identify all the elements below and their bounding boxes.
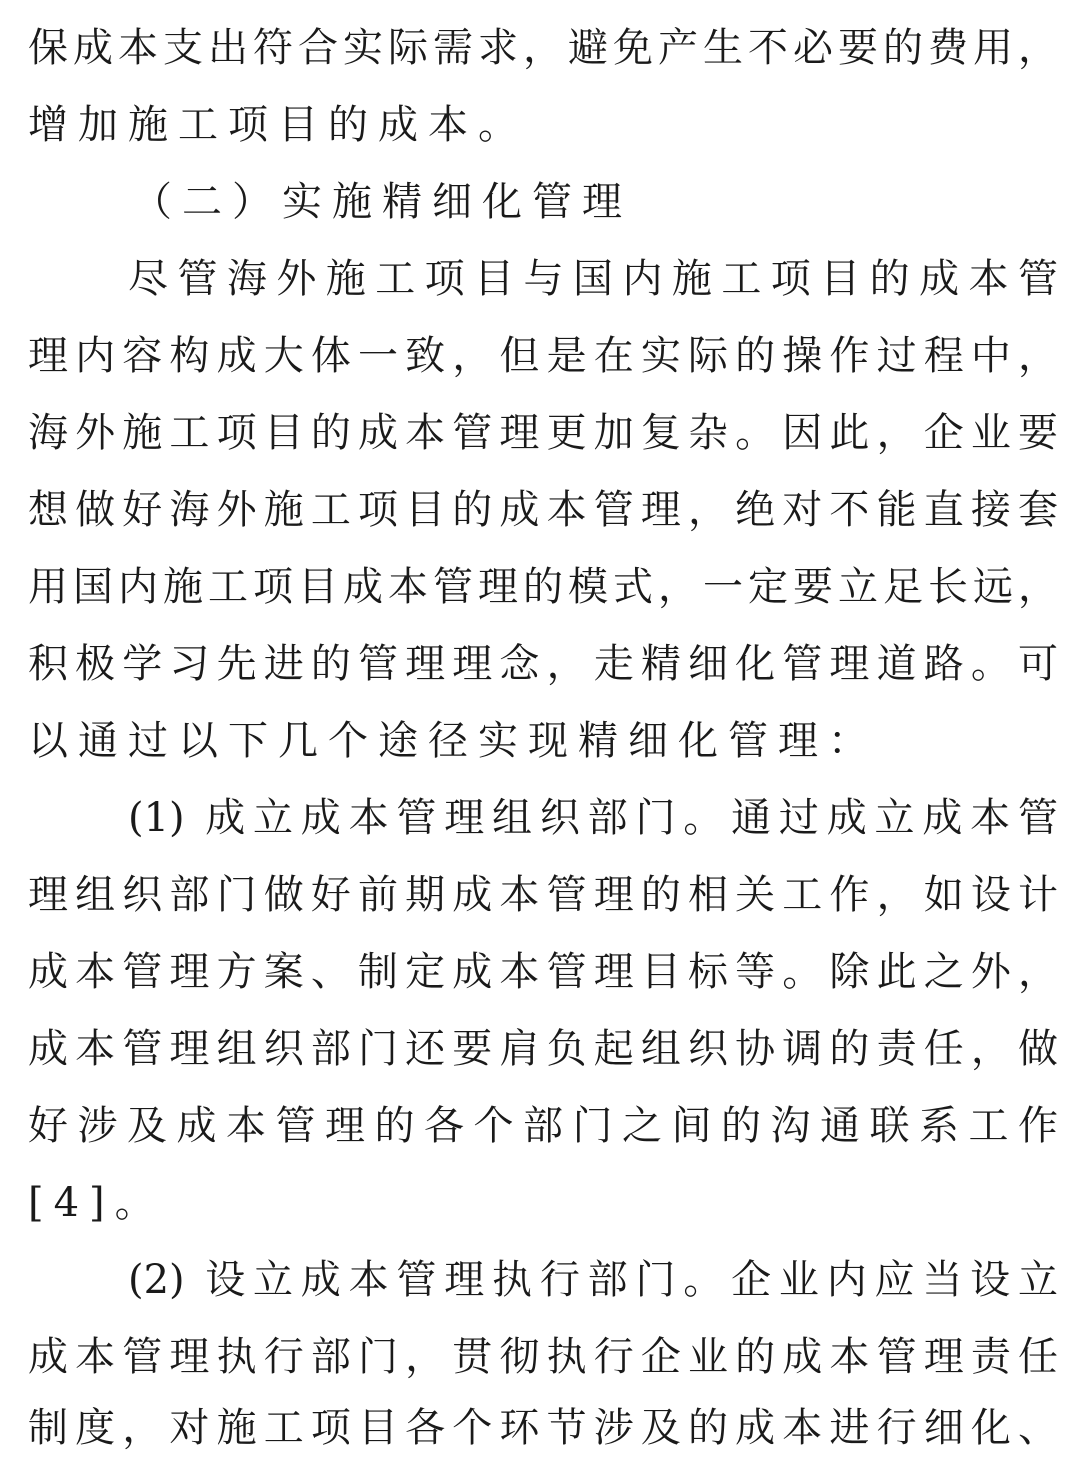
paragraph-line: 用国内施工项目成本管理的模式，一定要立足长远， [28, 564, 1058, 610]
paragraph-line: 尽管海外施工项目与国内施工项目的成本管 [128, 256, 1058, 302]
paragraph-line: (2) 设立成本管理执行部门。企业内应当设立 [128, 1257, 1058, 1303]
paragraph-line: 制度，对施工项目各个环节涉及的成本进行细化、 [28, 1405, 1058, 1451]
citation-line: [4]。 [28, 1180, 165, 1226]
paragraph-line: 保成本支出符合实际需求，避免产生不必要的费用， [28, 25, 1058, 71]
paragraph-line: 理组织部门做好前期成本管理的相关工作，如设计 [28, 872, 1058, 918]
paragraph-line: 成本管理方案、制定成本管理目标等。除此之外， [28, 949, 1058, 995]
paragraph-line: (1) 成立成本管理组织部门。通过成立成本管 [128, 795, 1058, 841]
paragraph-line: 成本管理执行部门，贯彻执行企业的成本管理责任 [28, 1334, 1058, 1380]
paragraph-line: 海外施工项目的成本管理更加复杂。因此，企业要 [28, 410, 1058, 456]
paragraph-line: 增加施工项目的成本。 [28, 102, 528, 148]
paragraph-line: 成本管理组织部门还要肩负起组织协调的责任，做 [28, 1026, 1058, 1072]
paragraph-line: 以通过以下几个途径实现精细化管理： [28, 718, 878, 764]
paragraph-line: 想做好海外施工项目的成本管理，绝对不能直接套 [28, 487, 1058, 533]
paragraph-line: 理内容构成大体一致，但是在实际的操作过程中， [28, 333, 1058, 379]
paragraph-line: 好涉及成本管理的各个部门之间的沟通联系工作 [28, 1103, 1058, 1149]
paragraph-line: 积极学习先进的管理理念，走精细化管理道路。可 [28, 641, 1058, 687]
section-heading: （二）实施精细化管理 [132, 179, 632, 225]
